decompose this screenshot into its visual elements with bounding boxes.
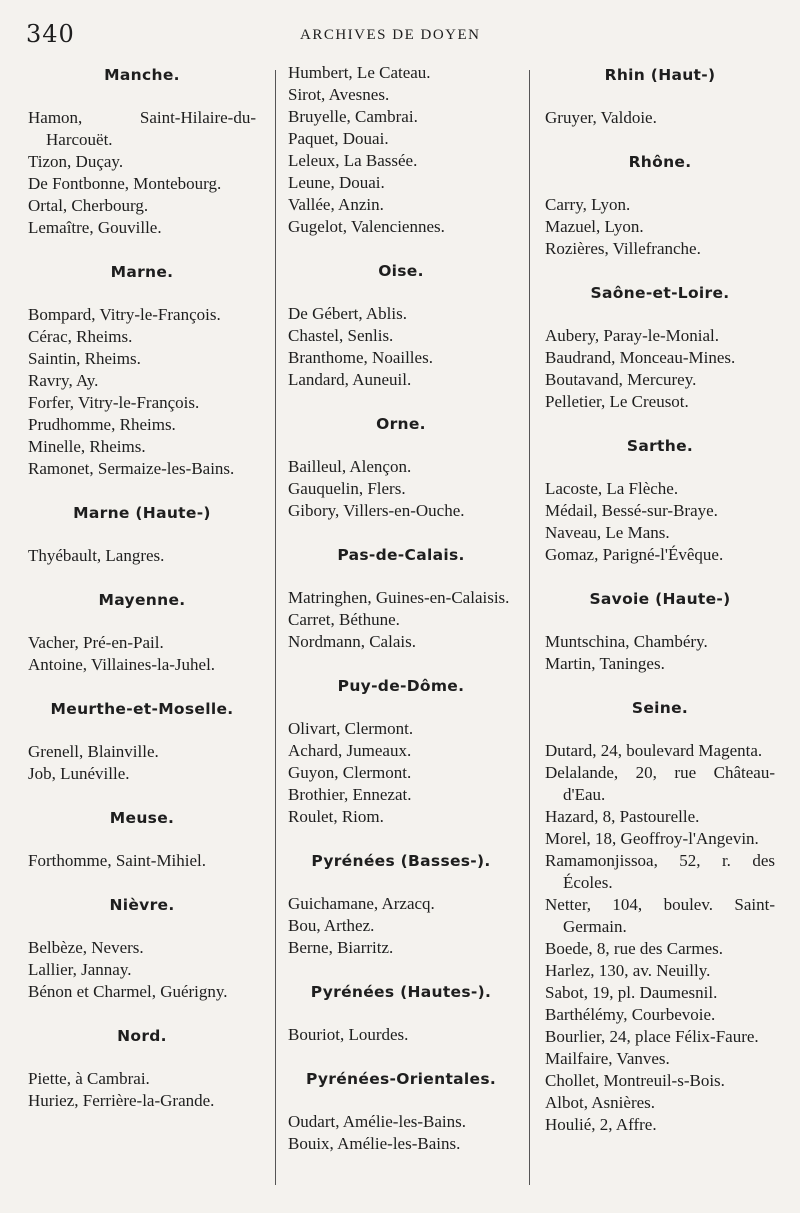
department-heading: Seine.	[631, 699, 689, 717]
department-heading: Rhône.	[628, 153, 692, 171]
directory-entry: Bompard, Vitry-le-François.	[28, 305, 221, 324]
directory-entry: Lemaître, Gouville.	[28, 218, 162, 237]
department-heading: Meuse.	[109, 809, 175, 827]
directory-entry: Boutavand, Mercurey.	[545, 370, 697, 389]
directory-entry: Leleux, La Bassée.	[288, 151, 418, 170]
department-section	[28, 698, 256, 785]
directory-entry: Carry, Lyon.	[545, 195, 631, 214]
directory-entry: Bailleul, Alençon.	[288, 457, 412, 476]
directory-entry: Netter, 104, boulev. Saint-Germain.	[545, 895, 775, 936]
directory-entry: Antoine, Villaines-la-Juhel.	[28, 655, 216, 674]
directory-entry: Leune, Douai.	[288, 173, 385, 192]
department-section	[545, 588, 775, 675]
directory-entry: De Gébert, Ablis.	[288, 304, 407, 323]
directory-entry: Morel, 18, Geoffroy-l'Angevin.	[545, 829, 759, 848]
column-3	[545, 62, 775, 1158]
directory-entry: Humbert, Le Cateau.	[288, 63, 431, 82]
department-heading: Puy-de-Dôme.	[337, 677, 465, 695]
department-heading: Nièvre.	[109, 896, 175, 914]
directory-entry: Chollet, Montreuil-s-Bois.	[545, 1071, 725, 1090]
directory-entry: Gomaz, Parigné-l'Évêque.	[545, 545, 724, 564]
department-heading: Rhin (Haut-)	[604, 66, 716, 84]
department-section	[545, 697, 775, 1136]
column-divider	[275, 70, 276, 1185]
directory-entry: Pelletier, Le Creusot.	[545, 392, 689, 411]
directory-entry: Prudhomme, Rheims.	[28, 415, 176, 434]
department-section	[28, 807, 256, 872]
directory-entry: Saintin, Rheims.	[28, 349, 141, 368]
directory-entry: Hazard, 8, Pastourelle.	[545, 807, 700, 826]
department-section	[28, 261, 256, 480]
directory-entry: Muntschina, Chambéry.	[545, 632, 708, 651]
department-section	[288, 544, 514, 653]
directory-entry: Houlié, 2, Affre.	[545, 1115, 657, 1134]
department-heading: Marne.	[110, 263, 174, 281]
directory-entry: Ravry, Ay.	[28, 371, 99, 390]
department-section	[288, 260, 514, 391]
directory-entry: Thyébault, Langres.	[28, 546, 165, 565]
directory-entry: Achard, Jumeaux.	[288, 741, 412, 760]
directory-entry: Chastel, Senlis.	[288, 326, 394, 345]
department-heading: Marne (Haute-)	[73, 504, 211, 522]
directory-entry: Gugelot, Valenciennes.	[288, 217, 445, 236]
directory-entry: Cérac, Rheims.	[28, 327, 133, 346]
department-heading: Pyrénées-Orientales.	[305, 1070, 497, 1088]
page-number: 340	[26, 20, 75, 48]
column-2	[288, 62, 514, 1177]
department-heading: Sarthe.	[626, 437, 694, 455]
directory-entry: Martin, Taninges.	[545, 654, 665, 673]
directory-entry: De Fontbonne, Montebourg.	[28, 174, 222, 193]
directory-entry: Rozières, Villefranche.	[545, 239, 701, 258]
directory-entry: Grenell, Blainville.	[28, 742, 159, 761]
department-section	[288, 1068, 514, 1155]
directory-entry: Harlez, 130, av. Neuilly.	[545, 961, 711, 980]
department-section	[288, 850, 514, 959]
department-heading: Manche.	[104, 66, 180, 84]
directory-entry: Bénon et Charmel, Guérigny.	[28, 982, 228, 1001]
department-heading: Oise.	[378, 262, 424, 280]
directory-entry: Matringhen, Guines-en-Calaisis.	[288, 588, 510, 607]
directory-entry: Dutard, 24, boulevard Magenta.	[545, 741, 763, 760]
directory-entry: Landard, Auneuil.	[288, 370, 412, 389]
directory-entry: Ortal, Cherbourg.	[28, 196, 149, 215]
directory-entry: Forthomme, Saint-Mihiel.	[28, 851, 207, 870]
department-section	[288, 413, 514, 522]
directory-entry: Gruyer, Valdoie.	[545, 108, 657, 127]
directory-entry: Barthélémy, Courbevoie.	[545, 1005, 716, 1024]
directory-entry: Branthome, Noailles.	[288, 348, 433, 367]
directory-entry: Bourlier, 24, place Félix-Faure.	[545, 1027, 759, 1046]
column-1	[28, 62, 256, 1134]
directory-entry: Vacher, Pré-en-Pail.	[28, 633, 164, 652]
directory-entry: Ramamonjissoa, 52, r. des Écoles.	[545, 851, 775, 892]
column-divider	[529, 70, 530, 1185]
directory-entry: Minelle, Rheims.	[28, 437, 146, 456]
directory-entry: Boede, 8, rue des Carmes.	[545, 939, 723, 958]
department-heading: Pas-de-Calais.	[337, 546, 465, 564]
directory-entry: Médail, Bessé-sur-Braye.	[545, 501, 718, 520]
department-heading: Orne.	[376, 415, 426, 433]
department-heading: Nord.	[117, 1027, 167, 1045]
directory-entry: Lacoste, La Flèche.	[545, 479, 679, 498]
department-heading: Pyrénées (Hautes-).	[310, 983, 492, 1001]
directory-entry: Gauquelin, Flers.	[288, 479, 406, 498]
department-heading: Pyrénées (Basses-).	[311, 852, 491, 870]
directory-entry: Bouriot, Lourdes.	[288, 1025, 409, 1044]
department-section	[288, 981, 514, 1046]
directory-entry: Forfer, Vitry-le-François.	[28, 393, 200, 412]
directory-entry: Berne, Biarritz.	[288, 938, 394, 957]
department-section	[545, 151, 775, 260]
directory-entry: Mailfaire, Vanves.	[545, 1049, 670, 1068]
directory-entry: Mazuel, Lyon.	[545, 217, 644, 236]
directory-entry: Baudrand, Monceau-Mines.	[545, 348, 736, 367]
directory-entry: Albot, Asnières.	[545, 1093, 656, 1112]
department-section	[28, 589, 256, 676]
directory-entry: Naveau, Le Mans.	[545, 523, 670, 542]
directory-entry: Huriez, Ferrière-la-Grande.	[28, 1091, 215, 1110]
department-heading: Saône-et-Loire.	[590, 284, 730, 302]
department-heading: Savoie (Haute-)	[589, 590, 731, 608]
directory-entry: Olivart, Clermont.	[288, 719, 414, 738]
department-section	[545, 64, 775, 129]
directory-entry: Lallier, Jannay.	[28, 960, 132, 979]
directory-entry: Vallée, Anzin.	[288, 195, 384, 214]
directory-entry: Carret, Béthune.	[288, 610, 400, 629]
department-section	[545, 282, 775, 413]
directory-entry: Tizon, Duçay.	[28, 152, 124, 171]
directory-entry: Oudart, Amélie-les-Bains.	[288, 1112, 466, 1131]
department-heading: Mayenne.	[98, 591, 186, 609]
directory-entry: Sirot, Avesnes.	[288, 85, 390, 104]
directory-entry: Guichamane, Arzacq.	[288, 894, 435, 913]
directory-entry: Job, Lunéville.	[28, 764, 130, 783]
directory-entry: Delalande, 20, rue Château-d'Eau.	[545, 763, 775, 804]
directory-entry: Brothier, Ennezat.	[288, 785, 412, 804]
department-heading: Meurthe-et-Moselle.	[50, 700, 234, 718]
department-section	[288, 62, 514, 238]
directory-entry: Aubery, Paray-le-Monial.	[545, 326, 720, 345]
directory-entry: Bou, Arthez.	[288, 916, 375, 935]
department-section	[28, 64, 256, 239]
directory-entry: Belbèze, Nevers.	[28, 938, 144, 957]
directory-entry: Piette, à Cambrai.	[28, 1069, 150, 1088]
directory-entry: Gibory, Villers-en-Ouche.	[288, 501, 465, 520]
directory-entry: Nordmann, Calais.	[288, 632, 416, 651]
running-title: ARCHIVES DE DOYEN	[300, 27, 481, 43]
directory-entry: Roulet, Riom.	[288, 807, 384, 826]
directory-entry: Bouix, Amélie-les-Bains.	[288, 1134, 461, 1153]
directory-entry: Guyon, Clermont.	[288, 763, 412, 782]
department-section	[28, 894, 256, 1003]
directory-entry: Paquet, Douai.	[288, 129, 389, 148]
department-section	[28, 1025, 256, 1112]
directory-entry: Bruyelle, Cambrai.	[288, 107, 418, 126]
directory-entry: Sabot, 19, pl. Daumesnil.	[545, 983, 718, 1002]
department-section	[288, 675, 514, 828]
directory-entry: Hamon, Saint-Hilaire-du-Harcouët.	[28, 108, 256, 149]
department-section	[28, 502, 256, 567]
department-section	[545, 435, 775, 566]
directory-entry: Ramonet, Sermaize-les-Bains.	[28, 459, 235, 478]
